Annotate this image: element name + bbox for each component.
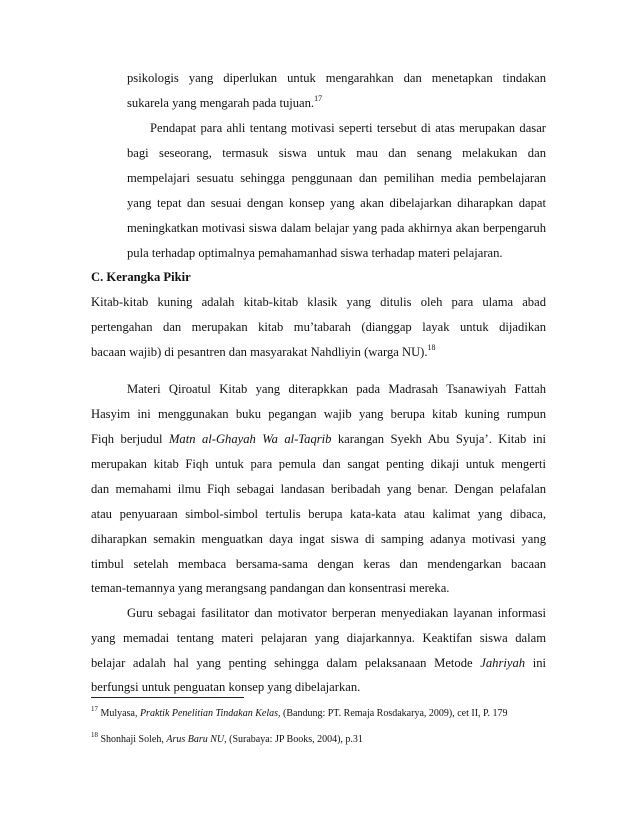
para1-line-3: mempelajari sesuatu sehingga penggunaan dan pemilihan media pembelajaran <box>127 171 546 185</box>
para4-line-3: belajar adalah hal yang penting sehingga dalam pelaksanaan Metode Jahriyah ini <box>91 656 547 670</box>
para3-line-8: timbul setelah membaca bersama-sama dengan keras dan mendengarkan bacaan <box>91 557 546 571</box>
para3-line-6: atau penyuaraan simbol-simbol tertulis berupa kata-kata atau kalimat yang dibaca, <box>91 507 546 521</box>
footnote-17: $^{17}$ Mulyasa, Praktik Penelitian Tindakan Kelas, (Bandung: PT. Remaja Rosdakarya, 2009), cet II, P. 179 <box>91 704 508 719</box>
footnote-ref-18[interactable]: 18 <box>427 342 436 352</box>
method-name-jahriyah: Jahriyah <box>480 656 526 670</box>
para3-line-3: Fiqh berjudul Matn al-Ghayah Wa al-Taqrib karangan Syekh Abu Syuja’. Kitab ini <box>91 432 546 446</box>
para3-line-7: diharapkan semakin menguatkan daya ingat siswa di samping adanya motivasi yang <box>91 532 546 546</box>
intro-line-1: psikologis yang diperlukan untuk mengarahkan dan menetapkan tindakan <box>127 71 546 85</box>
footnote-ref-17[interactable]: 17 <box>314 93 323 103</box>
para2-line-3: bacaan wajib) di pesantren dan masyarakat Nahdliyin (warga NU).$^{18}$ <box>91 342 436 359</box>
para3-line-5: dan memahami ilmu Fiqh sebagai landasan beribadah yang benar. Dengan pelafalan <box>91 482 546 496</box>
para1-line-2: bagi seseorang, termasuk siswa untuk mau dan senang melakukan dan <box>127 146 546 160</box>
para4-line-4: berfungsi untuk penguatan konsep yang dibelajarkan. <box>91 680 361 694</box>
para2-line-2: pertengahan dan merupakan kitab mu’tabarah (dianggap layak untuk dijadikan <box>91 320 546 334</box>
para3-line-4: merupakan kitab Fiqh untuk para pemula dan sangat penting dikaji untuk mengerti <box>91 457 546 471</box>
para1-line-5: meningkatkan motivasi siswa dalam belajar yang pada akhirnya akan berpengaruh <box>127 221 546 235</box>
para3-line-9: teman-temannya yang merangsang pandangan dan konsentrasi mereka. <box>91 581 450 595</box>
book-title-matn: Matn al-Ghayah Wa al-Taqrib <box>168 432 332 446</box>
para3-line-1: Materi Qiroatul Kitab yang diterapkkan pada Madrasah Tsanawiyah Fattah <box>127 382 546 396</box>
para3-line-2: Hasyim ini menggunakan buku pegangan wajib yang berupa kitab kuning rumpun <box>91 407 546 421</box>
footnote-divider <box>91 697 244 698</box>
para1-line-6: pula terhadap optimalnya pemahamanhad siswa terhadap materi pelajaran. <box>127 246 503 260</box>
section-heading: C. Kerangka Pikir <box>91 270 191 284</box>
para4-line-2: yang memadai tentang materi pelajaran yang diajarkannya. Keaktifan siswa dalam <box>91 631 546 645</box>
para1-line-4: yang tepat dan sesuai dengan konsep yang akan dibelajarkan diharapkan dapat <box>127 196 546 210</box>
intro-line-2: sukarela yang mengarah pada tujuan.$^{17}$ <box>127 93 323 110</box>
para4-line-1: Guru sebagai fasilitator dan motivator berperan menyediakan layanan informasi <box>127 606 546 620</box>
para1-line-1: Pendapat para ahli tentang motivasi seperti tersebut di atas merupakan dasar <box>150 121 546 135</box>
footnote-18: $^{18}$ Shonhaji Soleh, Arus Baru NU, (Surabaya: JP Books, 2004), p.31 <box>91 730 363 745</box>
para2-line-1: Kitab-kitab kuning adalah kitab-kitab klasik yang ditulis oleh para ulama abad <box>91 295 546 309</box>
